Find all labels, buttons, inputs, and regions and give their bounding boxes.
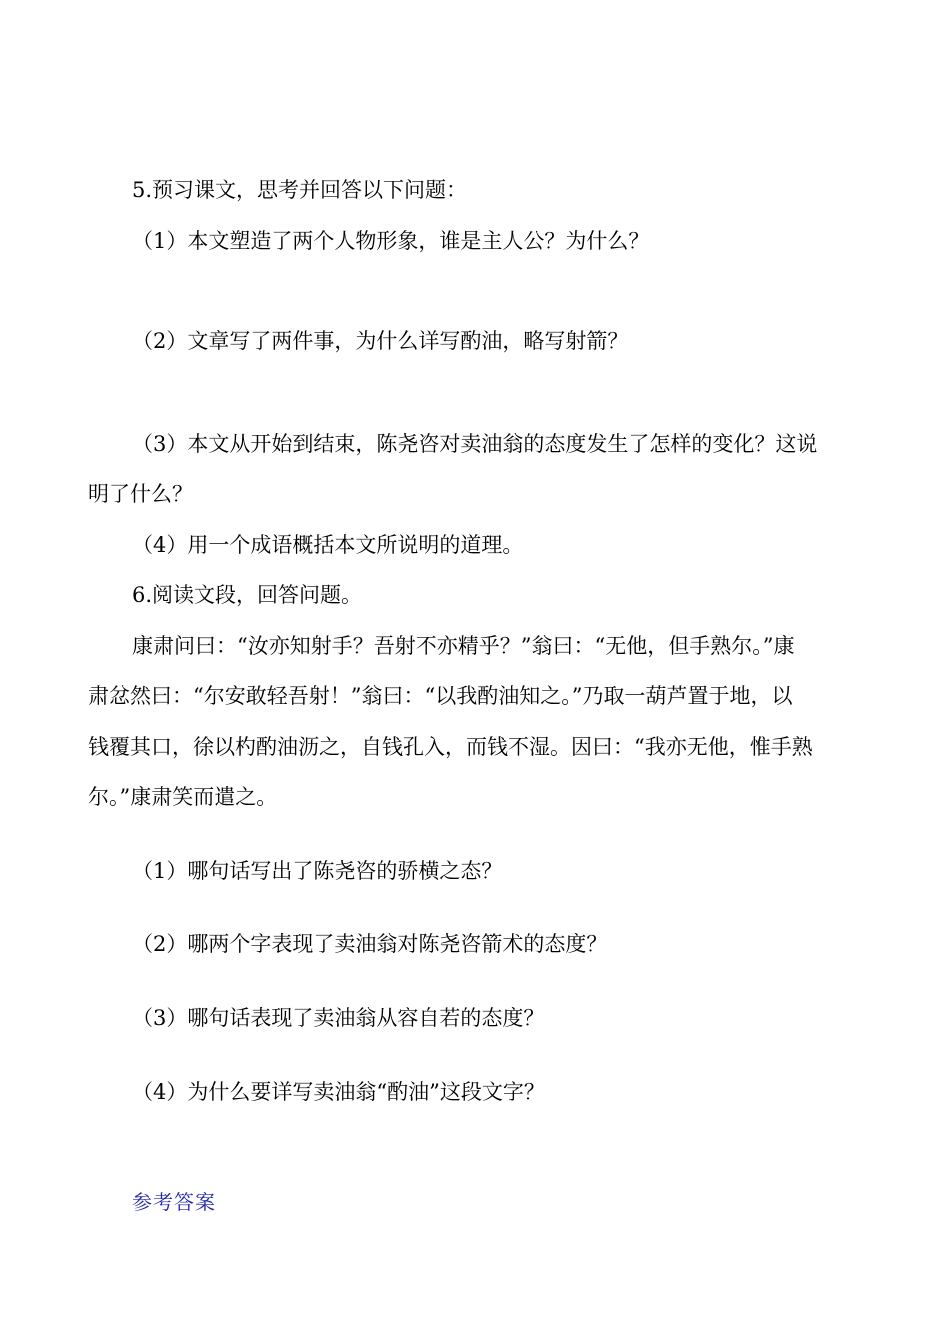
passage-line: 尔。”康肃笑而遣之。 bbox=[88, 785, 278, 809]
passage-line: 肃忿然曰：“尔安敢轻吾射！”翁曰：“以我酌油知之。”乃取一葫芦置于地，以 bbox=[88, 684, 793, 708]
passage-line: 康肃问曰：“汝亦知射手？吾射不亦精乎？”翁曰：“无他，但手熟尔。”康 bbox=[132, 634, 795, 658]
question-5-sub-1: （1）本文塑造了两个人物形象，谁是主人公？为什么？ bbox=[132, 229, 650, 253]
question-6-sub-4: （4）为什么要详写卖油翁“酌油”这段文字？ bbox=[132, 1080, 545, 1104]
question-5-title: 5.预习课文，思考并回答以下问题： bbox=[132, 178, 468, 202]
answer-key-link[interactable]: 参考答案 bbox=[132, 1190, 216, 1214]
question-6-sub-3: （3）哪句话表现了卖油翁从容自若的态度？ bbox=[132, 1006, 545, 1030]
question-5-sub-4: （4）用一个成语概括本文所说明的道理。 bbox=[132, 533, 524, 557]
question-5-sub-3: （3）本文从开始到结束，陈尧咨对卖油翁的态度发生了怎样的变化？这说 bbox=[132, 432, 818, 456]
question-5-sub-3-continued: 明了什么？ bbox=[88, 482, 193, 506]
question-6-title: 6.阅读文段，回答问题。 bbox=[132, 583, 363, 607]
question-6-sub-2: （2）哪两个字表现了卖油翁对陈尧咨箭术的态度？ bbox=[132, 932, 608, 956]
question-6-sub-1: （1）哪句话写出了陈尧咨的骄横之态？ bbox=[132, 859, 503, 883]
question-5-sub-2: （2）文章写了两件事，为什么详写酌油，略写射箭？ bbox=[132, 329, 629, 353]
passage-line: 钱覆其口，徐以杓酌油沥之，自钱孔入，而钱不湿。因曰：“我亦无他，惟手熟 bbox=[88, 735, 813, 759]
